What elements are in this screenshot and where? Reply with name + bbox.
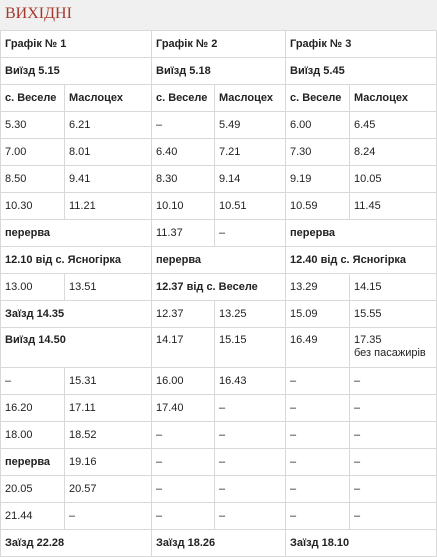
time-cell-with-note xyxy=(350,328,437,368)
table-row xyxy=(1,274,437,301)
table-row xyxy=(1,166,437,193)
time-cell: 10.59 xyxy=(286,193,350,220)
time-cell: – xyxy=(215,449,286,476)
time-cell: 18.00 xyxy=(1,422,65,449)
time-cell: 16.20 xyxy=(1,395,65,422)
stop-header: Маслоцех xyxy=(215,85,286,112)
table-row xyxy=(1,395,437,422)
time-cell: 9.14 xyxy=(215,166,286,193)
schedule-2-header: Графік № 2 xyxy=(152,31,286,58)
time-cell: 6.40 xyxy=(152,139,215,166)
break-cell: перерва xyxy=(1,449,65,476)
schedule-2-departure: Виїзд 5.18 xyxy=(152,58,286,85)
schedule-3-departure: Виїзд 5.45 xyxy=(286,58,437,85)
time-cell: – xyxy=(350,476,437,503)
time-cell: 8.24 xyxy=(350,139,437,166)
time-cell: – xyxy=(286,476,350,503)
stop-header: Маслоцех xyxy=(350,85,437,112)
time-cell: 11.21 xyxy=(65,193,152,220)
schedule-header-row xyxy=(1,31,437,58)
time-cell: 13.25 xyxy=(215,301,286,328)
time-cell: 18.52 xyxy=(65,422,152,449)
time-cell: 7.00 xyxy=(1,139,65,166)
time-cell: 10.10 xyxy=(152,193,215,220)
table-row xyxy=(1,220,437,247)
stop-header: Маслоцех xyxy=(65,85,152,112)
time-cell: – xyxy=(152,449,215,476)
time-cell: 17.11 xyxy=(65,395,152,422)
table-row xyxy=(1,476,437,503)
time-cell: 5.30 xyxy=(1,112,65,139)
schedule-1-header: Графік № 1 xyxy=(1,31,152,58)
time-cell: 16.00 xyxy=(152,368,215,395)
time-cell: 10.30 xyxy=(1,193,65,220)
table-row xyxy=(1,368,437,395)
table-row xyxy=(1,247,437,274)
time-cell: – xyxy=(350,422,437,449)
stop-header: с. Веселе xyxy=(286,85,350,112)
time-cell: 14.17 xyxy=(152,328,215,368)
time-cell: – xyxy=(286,395,350,422)
no-passengers-note: без пасажирів xyxy=(354,347,426,359)
time-cell: 9.41 xyxy=(65,166,152,193)
schedule-title: ВИХІДНІ xyxy=(5,5,72,22)
time-cell: – xyxy=(65,503,152,530)
time-cell: 11.37 xyxy=(152,220,215,247)
table-row xyxy=(1,328,437,368)
table-row xyxy=(1,112,437,139)
time-cell: – xyxy=(152,422,215,449)
time-cell: – xyxy=(152,112,215,139)
time-cell: – xyxy=(215,503,286,530)
time-cell: – xyxy=(350,503,437,530)
time-cell: 21.44 xyxy=(1,503,65,530)
time-cell: – xyxy=(286,368,350,395)
stop-header: с. Веселе xyxy=(152,85,215,112)
time-cell: 15.55 xyxy=(350,301,437,328)
time-cell: 13.29 xyxy=(286,274,350,301)
time-cell: – xyxy=(1,368,65,395)
time-cell: 14.15 xyxy=(350,274,437,301)
time-cell: 6.21 xyxy=(65,112,152,139)
stops-header-row xyxy=(1,85,437,112)
time-cell: 10.05 xyxy=(350,166,437,193)
time-cell: 20.57 xyxy=(65,476,152,503)
time-cell: 7.30 xyxy=(286,139,350,166)
time-cell: – xyxy=(215,422,286,449)
time-cell: 12.37 xyxy=(152,301,215,328)
time-cell: – xyxy=(350,395,437,422)
time-cell: 5.49 xyxy=(215,112,286,139)
table-row xyxy=(1,503,437,530)
note-cell: 12.40 від с. Ясногірка xyxy=(286,247,437,274)
time-value: 17.35 xyxy=(354,334,382,346)
time-cell: 7.21 xyxy=(215,139,286,166)
time-cell: – xyxy=(350,449,437,476)
table-row xyxy=(1,301,437,328)
time-cell: – xyxy=(152,503,215,530)
note-cell: 12.10 від с. Ясногірка xyxy=(1,247,152,274)
schedule-1-departure: Виїзд 5.15 xyxy=(1,58,152,85)
schedule-3-return: Заїзд 18.10 xyxy=(286,530,437,557)
time-cell: 11.45 xyxy=(350,193,437,220)
schedule-2-return: Заїзд 18.26 xyxy=(152,530,286,557)
time-cell: 8.01 xyxy=(65,139,152,166)
time-cell: – xyxy=(350,368,437,395)
time-cell: – xyxy=(286,422,350,449)
timetable xyxy=(0,30,437,557)
return-cell: Заїзд 14.35 xyxy=(1,301,152,328)
time-cell: 9.19 xyxy=(286,166,350,193)
time-cell: 15.31 xyxy=(65,368,152,395)
time-cell: – xyxy=(152,476,215,503)
departure-cell: Виїзд 14.50 xyxy=(1,328,152,368)
time-cell: – xyxy=(286,503,350,530)
break-cell: перерва xyxy=(286,220,437,247)
time-cell: – xyxy=(215,476,286,503)
time-cell: 20.05 xyxy=(1,476,65,503)
time-cell: 8.30 xyxy=(152,166,215,193)
time-cell: 10.51 xyxy=(215,193,286,220)
time-cell: 13.00 xyxy=(1,274,65,301)
schedule-title-bar xyxy=(0,0,437,31)
time-cell: 16.49 xyxy=(286,328,350,368)
table-row xyxy=(1,139,437,166)
note-cell: 12.37 від с. Веселе xyxy=(152,274,286,301)
stop-header: с. Веселе xyxy=(1,85,65,112)
table-row xyxy=(1,193,437,220)
time-cell: 15.09 xyxy=(286,301,350,328)
time-cell: 19.16 xyxy=(65,449,152,476)
time-cell: 15.15 xyxy=(215,328,286,368)
time-cell: 6.00 xyxy=(286,112,350,139)
break-cell: перерва xyxy=(152,247,286,274)
time-cell: 13.51 xyxy=(65,274,152,301)
table-row xyxy=(1,422,437,449)
table-row xyxy=(1,449,437,476)
time-cell: 6.45 xyxy=(350,112,437,139)
time-cell: – xyxy=(215,220,286,247)
schedule-3-header: Графік № 3 xyxy=(286,31,437,58)
time-cell: – xyxy=(286,449,350,476)
time-cell: 17.40 xyxy=(152,395,215,422)
departure-row xyxy=(1,58,437,85)
time-cell: 8.50 xyxy=(1,166,65,193)
footer-row xyxy=(1,530,437,557)
schedule-1-return: Заїзд 22.28 xyxy=(1,530,152,557)
break-cell: перерва xyxy=(1,220,152,247)
time-cell: 16.43 xyxy=(215,368,286,395)
time-cell: – xyxy=(215,395,286,422)
